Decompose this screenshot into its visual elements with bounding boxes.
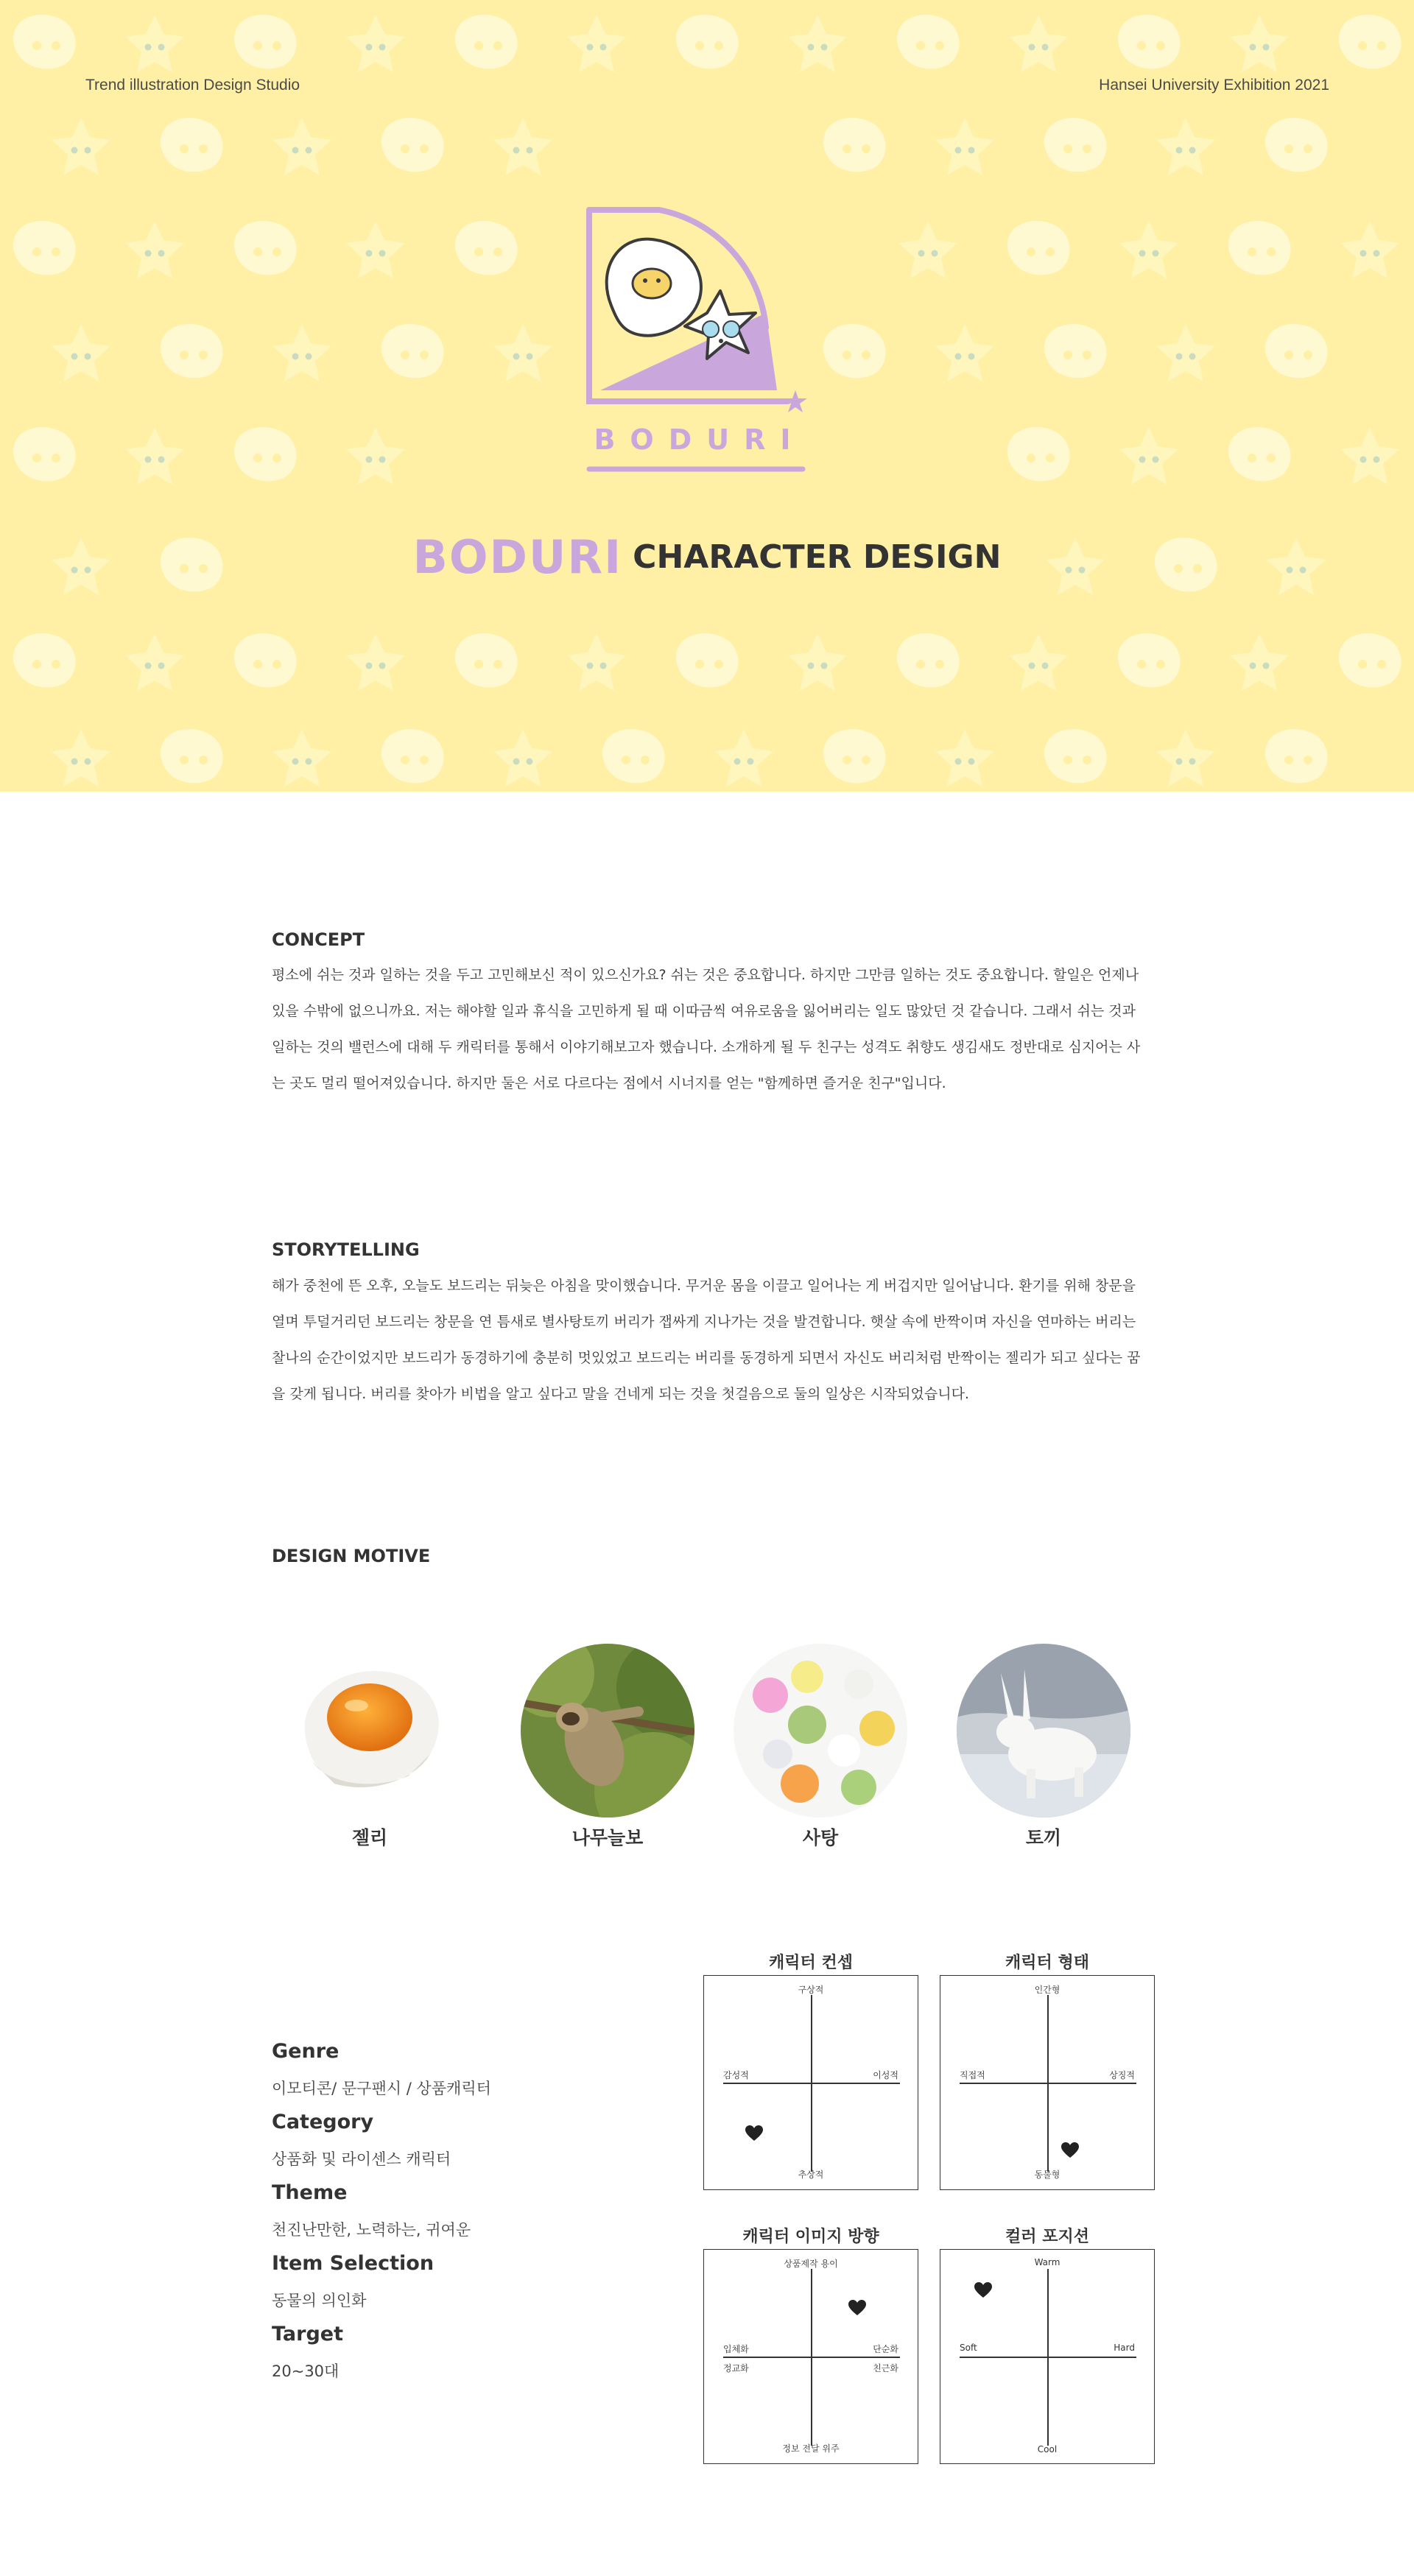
exhibition-label: Hansei University Exhibition 2021: [1099, 77, 1329, 94]
matrix-image-left-2: 정교화: [723, 2363, 749, 2373]
matrix-image-right-1: 단순화: [873, 2344, 898, 2354]
motive-label-candy: 사탕: [802, 1827, 839, 1848]
hero-title-rest: CHARACTER DESIGN: [633, 538, 1002, 576]
spec-item-selection-value: 동물의 의인화: [272, 2292, 367, 2309]
star-candy-image: [734, 1644, 907, 1817]
storytelling-body: 해가 중천에 뜬 오후, 오늘도 보드리는 뒤늦은 아침을 맞이했습니다. 무거운 몸을 이끌고 일어나는 게 버겁지만 일어납니다. 환기를 위해 창문을 열며 투덜거리던 보드리는 창문을 연 틈새로 별사탕토끼 버리가 잽싸게 지나가는 것을 발견합니다. 햇살 속에 반짝이며 자신을 연마하는 버리는 찰나의 순간이었지만 보드리가 동경하기에 충분히 멋있었고 보드리는 버리를 동경하게 되면서 자신도 버리처럼 반짝이는 젤리가 되고 싶다는 꿈을 갖게 됩니다. 버리를 찾아가 비법을 알고 싶다고 말을 건네게 되는 것을 첫걸음으로 둘의 일상은 시작되었습니다.: [272, 1278, 1141, 1402]
matrix-concept-right: 이성적: [873, 2070, 898, 2080]
spec-genre-value: 이모티콘/ 문구팬시 / 상품캐릭터: [272, 2080, 491, 2097]
matrix-axis-horizontal: [960, 2083, 1136, 2084]
matrix-image-bottom: 정보 전달 위주: [782, 2443, 840, 2454]
studio-label: Trend illustration Design Studio: [85, 77, 300, 94]
matrix-color-left: Soft: [960, 2343, 977, 2353]
spec-target-label: Target: [272, 2323, 344, 2346]
concept-body: 평소에 쉬는 것과 일하는 것을 두고 고민해보신 적이 있으신가요? 쉬는 것은 중요합니다. 하지만 그만큼 일하는 것도 중요합니다. 할일은 언제나 있을 수밖에 없으니까요. 저는 해야할 일과 휴식을 고민하게 될 때 이따금씩 여유로움을 잃어버리는 일도 많았던 것 같습니다. 그래서 쉬는 것과 일하는 것의 밸런스에 대해 두 캐릭터를 통해서 이야기해보고자 했습니다. 소개하게 될 두 친구는 성격도 취향도 생김새도 정반대로 심지어는 사는 곳도 멀리 떨어져있습니다. 하지만 둘은 서로 다르다는 점에서 시너지를 얻는 "함께하면 즐거운 친구"입니다.: [272, 967, 1141, 1091]
hero-banner: [0, 0, 1414, 792]
matrix-color-right: Hard: [1114, 2343, 1135, 2353]
spec-theme-label: Theme: [272, 2181, 348, 2204]
sloth-image: [521, 1644, 694, 1817]
rabbit-image: [957, 1644, 1130, 1817]
matrix-shape-right: 상징적: [1109, 2070, 1135, 2080]
matrix-axis-horizontal: [723, 2083, 900, 2084]
matrix-color-top: Warm: [1034, 2257, 1060, 2267]
spec-target-value: 20~30대: [272, 2362, 340, 2380]
heart-icon: [745, 2125, 763, 2142]
matrix-color-title: 컬러 포지션: [1005, 2228, 1089, 2246]
matrix-shape: [940, 1975, 1155, 2190]
spec-item-selection-label: Item Selection: [272, 2252, 435, 2275]
matrix-concept-top: 구상적: [798, 1985, 824, 1995]
hero-title-brand: BODURI: [412, 530, 623, 584]
hero-title: [0, 530, 1414, 584]
design-motive-title: DESIGN MOTIVE: [272, 1546, 431, 1566]
spec-genre-label: Genre: [272, 2040, 340, 2063]
egg-jelly-image: [283, 1644, 457, 1817]
matrix-shape-top: 인간형: [1034, 1985, 1060, 1995]
matrix-image-title: 캐릭터 이미지 방향: [742, 2228, 879, 2246]
matrix-axis-horizontal: [723, 2357, 900, 2358]
matrix-image-right-2: 친근화: [873, 2363, 898, 2373]
matrix-shape-bottom: 동물형: [1034, 2169, 1060, 2180]
heart-icon: [1061, 2142, 1079, 2158]
matrix-color-position: [940, 2249, 1155, 2464]
motive-label-rabbit: 토끼: [1025, 1827, 1062, 1848]
concept-title: CONCEPT: [272, 929, 365, 950]
spec-theme-value: 천진난만한, 노력하는, 귀여운: [272, 2221, 471, 2239]
heart-icon: [974, 2282, 992, 2298]
matrix-concept-left: 감성적: [723, 2070, 749, 2080]
matrix-concept-bottom: 추상적: [798, 2169, 824, 2180]
matrix-shape-left: 직접적: [960, 2070, 985, 2080]
matrix-shape-title: 캐릭터 형태: [1005, 1954, 1089, 1972]
matrix-color-bottom: Cool: [1037, 2444, 1058, 2454]
logo-text: BODURI: [594, 423, 806, 456]
motive-label-sloth: 나무늘보: [571, 1827, 644, 1848]
matrix-image-direction: [703, 2249, 918, 2464]
motive-label-jelly: 젤리: [351, 1827, 388, 1848]
storytelling-title: STORYTELLING: [272, 1239, 420, 1260]
heart-icon: [848, 2300, 866, 2316]
boduri-logo: [582, 203, 817, 482]
matrix-axis-horizontal: [960, 2357, 1136, 2358]
matrix-image-top: 상품제작 용이: [784, 2259, 838, 2269]
spec-category-value: 상품화 및 라이센스 캐릭터: [272, 2150, 451, 2168]
matrix-concept: [703, 1975, 918, 2190]
matrix-concept-title: 캐릭터 컨셉: [769, 1954, 853, 1972]
matrix-image-left-1: 입체화: [723, 2344, 749, 2354]
spec-category-label: Category: [272, 2111, 374, 2133]
